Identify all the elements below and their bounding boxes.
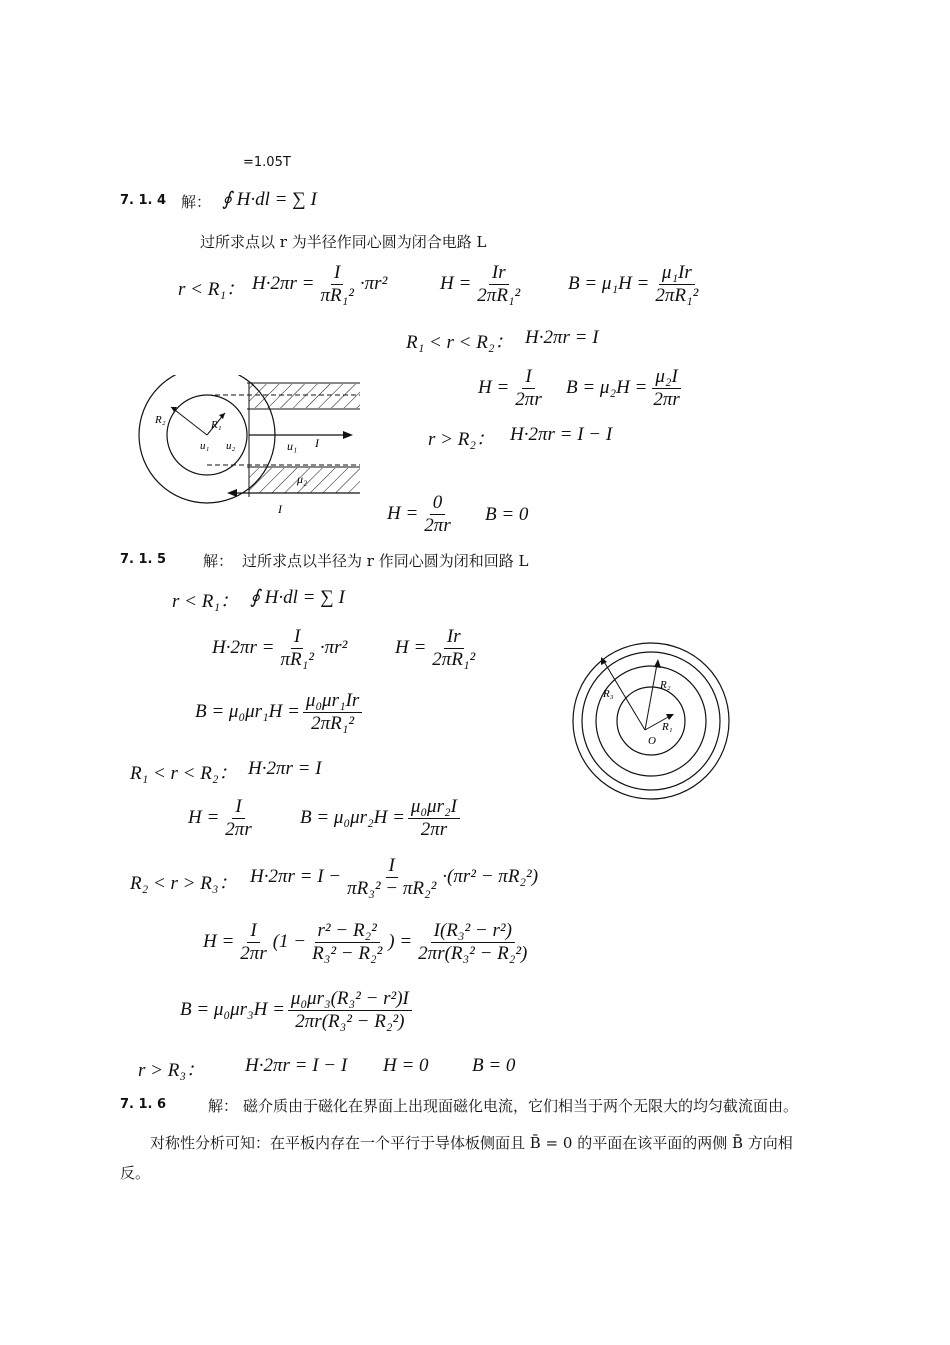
case3-715: R₂ < r > R₃：	[130, 873, 238, 894]
label-r3: R₃	[603, 688, 614, 700]
ampere-law-715: ∮ H·dl = ∑ I	[250, 587, 345, 608]
eq4c-715: B = 0	[472, 1055, 516, 1076]
eq1b-714: H = $\frac{Ir}{\text{2πR₁²}}$	[440, 262, 521, 306]
eq4a-715: H·2πr = I − I	[245, 1055, 348, 1076]
solution-label-716: 解：	[208, 1097, 239, 1115]
eq2b-715: B = μ₀μr₂H = $\frac{\text{μ₀μr₂I}}{2\pi r}$	[300, 796, 463, 841]
section-number-714: 7. 1. 4	[120, 193, 167, 208]
label-mu2: μ₂	[297, 472, 308, 486]
section-number-715: 7. 1. 5	[120, 552, 167, 567]
label-i-bottom: I	[278, 502, 282, 516]
label-u2: u₂	[226, 440, 236, 452]
label-o: O	[648, 735, 656, 747]
eq3-715: H·2πr = I − $\frac{I}{\text{πR₃² − πR₂²}}$ ·(πr² − πR₂²)	[250, 855, 539, 899]
ampere-law-714: ∮ H·dl = ∑ I	[222, 189, 317, 210]
eq3a-714: H = $\frac{0}{2\pi r}$	[387, 492, 451, 536]
hatch-top	[249, 384, 360, 408]
case3-714: r > R₂：	[428, 429, 495, 450]
eq1c-714: B = μ₁H = $\frac{\text{μ₁Ir}}{\text{2πR₁²}}$	[568, 262, 699, 306]
text-716-line3: 反。	[120, 1164, 151, 1182]
current-arrowhead	[343, 431, 353, 439]
section-number-716: 7. 1. 6	[120, 1097, 167, 1112]
eq3b-714: B = 0	[485, 504, 529, 525]
eq2-714: H·2πr = I	[525, 327, 599, 348]
eq2a-715: H = $\frac{I}{2\pi r}$	[188, 796, 252, 840]
middle-ring	[596, 666, 706, 776]
eq1b-715: H = $\frac{Ir}{\text{2πR₁²}}$	[395, 626, 476, 670]
label-i-right: I	[315, 436, 319, 450]
label-u1: u₁	[200, 440, 210, 452]
label-r2: R₂	[660, 679, 671, 691]
eq3-714: H·2πr = I − I	[510, 424, 613, 445]
coaxial-figure	[135, 375, 365, 525]
case2-714: R₁ < r < R₂：	[406, 332, 514, 353]
eq1a-715: H·2πr = $\frac{I}{\text{πR₁²}}$ ·πr²	[212, 626, 348, 670]
eq3b-715: B = μ₀μr₃H = $\frac{\text{μ₀μr₃(R₃² − r²)I}}{\text{2πr(R₃² − R₂²)}}$	[180, 988, 415, 1033]
label-r1: R₁	[662, 721, 673, 733]
eq4b-715: H = 0	[383, 1055, 429, 1076]
eq3a-715: H = $\frac{I}{2\pi r}$ (1 − $\frac{\text{r² − R₂²}}{\text{R₃² − R₂²}}$ ) = $\frac{\text{I(R₃² − r²)}}{\text{2πr(R₃² − R₂²)}}$	[203, 920, 528, 964]
case1-714: r < R₁：	[178, 279, 245, 300]
return-arrowhead	[227, 489, 237, 497]
eq2a-714: H = $\frac{I}{2\pi r}$	[478, 366, 542, 410]
label-u1-right: u₁	[287, 439, 298, 453]
solution-label-714: 解：	[181, 193, 212, 211]
case2-715: R₁ < r < R₂：	[130, 763, 238, 784]
solution-label-715: 解：	[203, 552, 234, 570]
eq1a-714: H·2πr = $\frac{I}{\text{πR₁²}}$ ·πr²	[252, 262, 388, 306]
eq2-715: H·2πr = I	[248, 758, 322, 779]
result-line: =1.05T	[243, 155, 291, 170]
text-716-line2: 对称性分析可知：在平板内存在一个平行于导体板侧面且 B̄ = 0 的平面在该平面的两侧 B̄ 方向相	[150, 1134, 793, 1152]
text-714: 过所求点以 r 为半径作同心圆为闭合电路 L	[200, 233, 487, 251]
eq2b-714: B = μ₂H = $\frac{\text{μ₂I}}{2\pi r}$	[566, 366, 680, 410]
r2-line	[171, 407, 207, 435]
label-r1: R₁	[211, 419, 222, 431]
r2-arrowhead	[654, 659, 661, 668]
case1-715: r < R₁：	[172, 591, 239, 612]
eq1c-715: B = μ₀μr₁H = $\frac{\text{μ₀μr₁Ir}}{\text{2πR₁²}}$	[195, 690, 365, 735]
text-716-line1: 磁介质由于磁化在界面上出现面磁化电流，它们相当于两个无限大的均匀截流面由。	[243, 1097, 799, 1115]
r2-line	[645, 664, 657, 730]
outer-ring-b	[582, 652, 720, 790]
label-r2: R₂	[155, 414, 166, 426]
case4-715: r > R₃：	[138, 1060, 205, 1081]
concentric-figure	[570, 640, 732, 802]
text-715: 过所求点以半径为 r 作同心圆为闭和回路 L	[242, 552, 529, 570]
